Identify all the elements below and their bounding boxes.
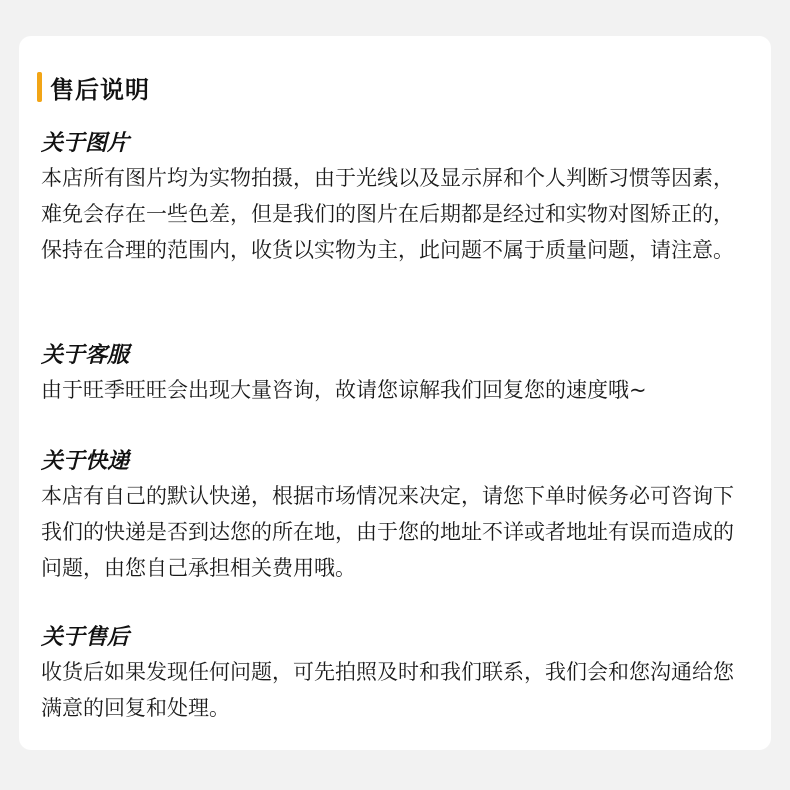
page-title: 售后说明 — [50, 75, 150, 104]
section-body: 本店所有图片均为实物拍摄，由于光线以及显示屏和个人判断习惯等因素，难免会存在一些色差，但是我们的图片在后期都是经过和实物对图矫正的，保持在合理的范围内，收货以实物为主，此问题不属于质量问题，请注意。 — [41, 166, 734, 262]
title-accent-bar — [37, 72, 42, 102]
section-body: 本店有自己的默认快递，根据市场情况来决定，请您下单时候务必可咨询下我们的快递是否到达您的所在地，由于您的地址不详或者地址有误而造成的问题，由您自己承担相关费用哦。 — [41, 484, 734, 580]
section-about-images — [41, 128, 753, 268]
title-row — [37, 70, 150, 104]
section-about-customer-service — [41, 340, 753, 408]
section-heading: 关于快递 — [41, 449, 130, 474]
section-about-shipping — [41, 446, 753, 586]
section-heading: 关于图片 — [41, 131, 130, 156]
section-about-after-sales — [41, 622, 753, 726]
section-body: 收货后如果发现任何问题，可先拍照及时和我们联系，我们会和您沟通给您满意的回复和处理。 — [41, 660, 734, 720]
section-heading: 关于售后 — [41, 625, 130, 650]
section-body: 由于旺季旺旺会出现大量咨询，故请您谅解我们回复您的速度哦~ — [41, 378, 647, 402]
after-sales-card — [19, 36, 771, 750]
section-heading: 关于客服 — [41, 343, 130, 368]
